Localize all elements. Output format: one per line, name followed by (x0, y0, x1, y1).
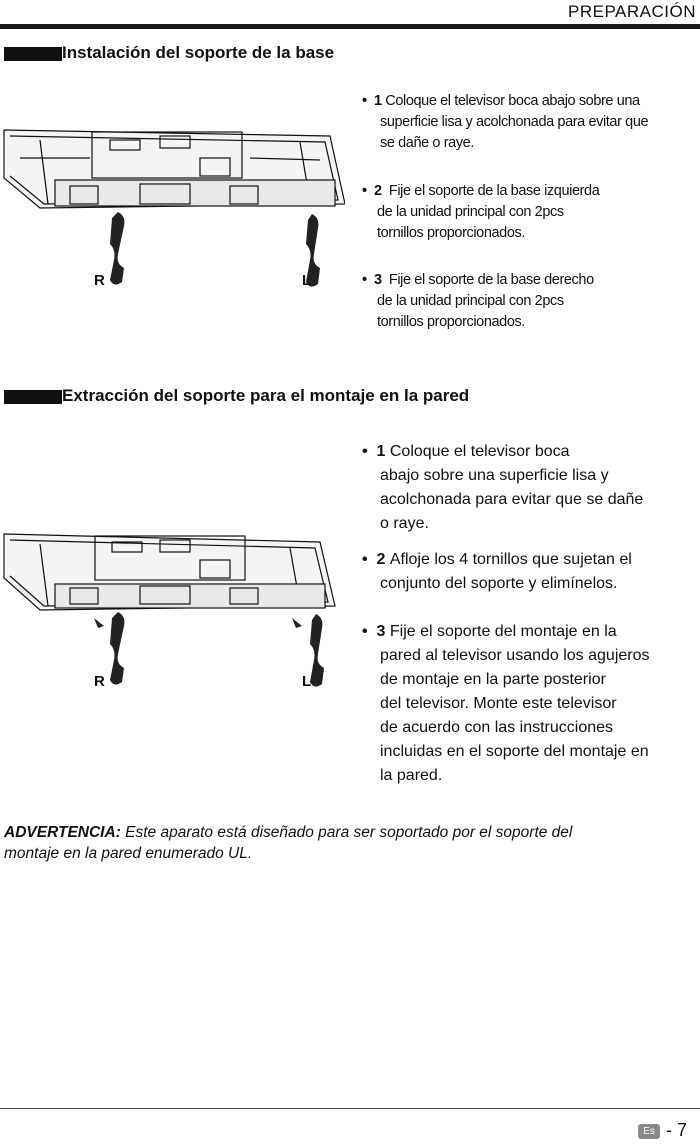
section1-bar (4, 47, 62, 61)
section2-title: Extracción del soporte para el montaje en la pared (62, 386, 470, 405)
page-number: - 7 (666, 1120, 688, 1140)
tv-wall-mount-illustration (0, 528, 345, 698)
section2-bar (4, 390, 62, 404)
section1-step-2: • 2 Fije el soporte de la base izquierda de la unidad principal con 2pcs tornillos proporcionados. (362, 183, 600, 241)
footer-rule (0, 1108, 700, 1109)
label-right-stand: R (94, 272, 105, 289)
section1-step-3: • 3 Fije el soporte de la base derecho de la unidad principal con 2pcs tornillos proporcionados. (362, 272, 594, 330)
language-badge: Es (638, 1124, 660, 1139)
label-left-stand: L (302, 272, 312, 289)
header-rule (0, 24, 700, 29)
label-left-bracket: L (302, 673, 312, 690)
section2-step-1: • 1 Coloque el televisor boca abajo sobre una superficie lisa y acolchonada para evitar que se dañe o raye. (362, 443, 644, 532)
warning-note: ADVERTENCIA: Este aparato está diseñado para ser soportado por el soporte del montaje en la pared enumerado UL. (4, 824, 573, 862)
warning-label: ADVERTENCIA: (4, 824, 121, 841)
label-right-bracket: R (94, 673, 105, 690)
section1-step-1: • 1 Coloque el televisor boca abajo sobre una superficie lisa y acolchonada para evitar que se dañe o raye. (362, 93, 649, 151)
tv-stand-illustration (0, 118, 345, 300)
section2-step-2: • 2 Afloje los 4 tornillos que sujetan el conjunto del soporte y elimínelos. (362, 551, 632, 592)
section1-title: Instalación del soporte de la base (62, 43, 335, 62)
section2-step-3: • 3 Fije el soporte del montaje en la pared al televisor usando los agujeros de montaje en la parte posterior del televisor. Monte este televisor de acuerdo con las instrucciones incluidas en el soporte del montaje en la pared. (362, 623, 650, 784)
page-header-title: PREPARACIÓN (568, 2, 696, 21)
